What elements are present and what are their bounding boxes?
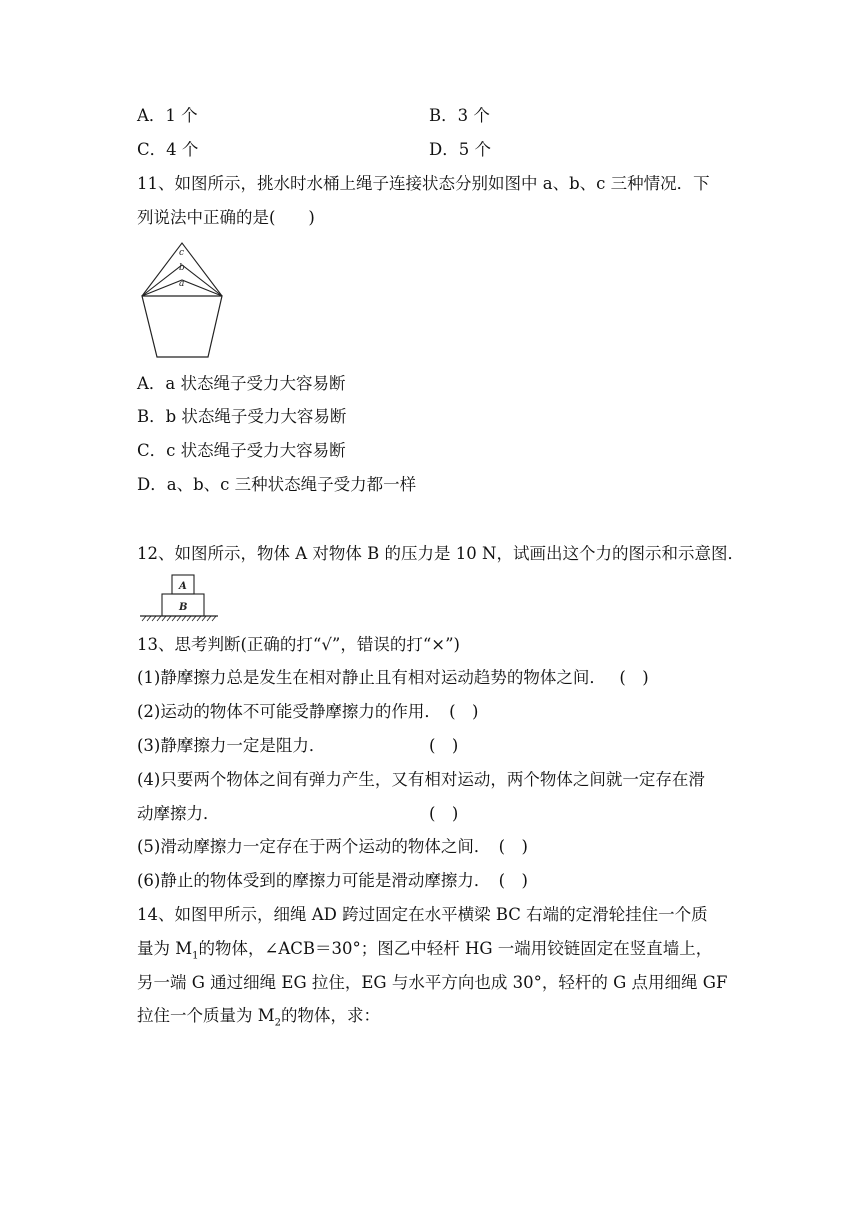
q13-statement-3-blank: ( ) bbox=[429, 736, 459, 755]
q10-option-c: C．4 个 bbox=[137, 140, 199, 159]
q11-option-a: A．a 状态绳子受力大容易断 bbox=[137, 374, 346, 393]
q11-stem-line1: 11、如图所示，挑水时水桶上绳子连接状态分别如图中 a、b、c 三种情况．下 bbox=[137, 174, 710, 193]
q10-option-b: B．3 个 bbox=[429, 106, 490, 125]
q13-statement-6: (6)静止的物体受到的摩擦力可能是滑动摩擦力． ( ) bbox=[137, 871, 528, 890]
q10-option-a: A．1 个 bbox=[137, 106, 198, 125]
q11-option-b: B．b 状态绳子受力大容易断 bbox=[137, 407, 347, 426]
label-b: b bbox=[179, 263, 185, 273]
label-a: a bbox=[179, 279, 185, 289]
q13-statement-2: (2)运动的物体不可能受静摩擦力的作用． ( ) bbox=[137, 702, 479, 721]
q12-stem: 12、如图所示，物体 A 对物体 B 的压力是 10 N，试画出这个力的图示和示意图． bbox=[137, 544, 744, 563]
q10-option-d: D．5 个 bbox=[429, 140, 491, 159]
q13-statement-4-blank: ( ) bbox=[429, 804, 459, 823]
q14-stem-line4: 拉住一个质量为 $M_2$的物体，求： bbox=[137, 1006, 381, 1029]
ground-hatching bbox=[142, 616, 216, 621]
q14-stem-line3: 另一端 G 通过细绳 EG 拉住，EG 与水平方向也成 30°，轻杆的 G 点用细绳 GF bbox=[137, 973, 728, 992]
q11-option-d: D．a、b、c 三种状态绳子受力都一样 bbox=[137, 475, 417, 494]
bucket-rope-figure bbox=[138, 240, 230, 362]
q13-title: 13、思考判断(正确的打“√”，错误的打“×”) bbox=[137, 635, 460, 654]
q13-statement-5: (5)滑动摩擦力一定存在于两个运动的物体之间． ( ) bbox=[137, 837, 528, 856]
q13-statement-4-line1: (4)只要两个物体之间有弹力产生，又有相对运动，两个物体之间就一定存在滑 bbox=[137, 770, 705, 789]
q14-stem-line2: 量为 $M_1$的物体，∠ACB＝30°；图乙中轻杆 HG 一端用铰链固定在竖直墙上， bbox=[137, 939, 713, 962]
q14-stem-line1: 14、如图甲所示，细绳 AD 跨过固定在水平横梁 BC 右端的定滑轮挂住一个质 bbox=[137, 905, 708, 924]
q13-statement-4-line2: 动摩擦力． bbox=[137, 804, 220, 823]
q11-option-c: C．c 状态绳子受力大容易断 bbox=[137, 441, 346, 460]
blocks-figure bbox=[138, 572, 222, 624]
q11-stem-line2: 列说法中正确的是( ) bbox=[137, 208, 315, 227]
q13-statement-1: (1)静摩擦力总是发生在相对静止且有相对运动趋势的物体之间． ( ) bbox=[137, 668, 649, 687]
label-block-a: A bbox=[179, 581, 187, 592]
label-block-b: B bbox=[179, 602, 188, 613]
bucket-outline bbox=[142, 296, 222, 357]
label-c: c bbox=[179, 248, 185, 258]
q13-statement-3: (3)静摩擦力一定是阻力． bbox=[137, 736, 326, 755]
